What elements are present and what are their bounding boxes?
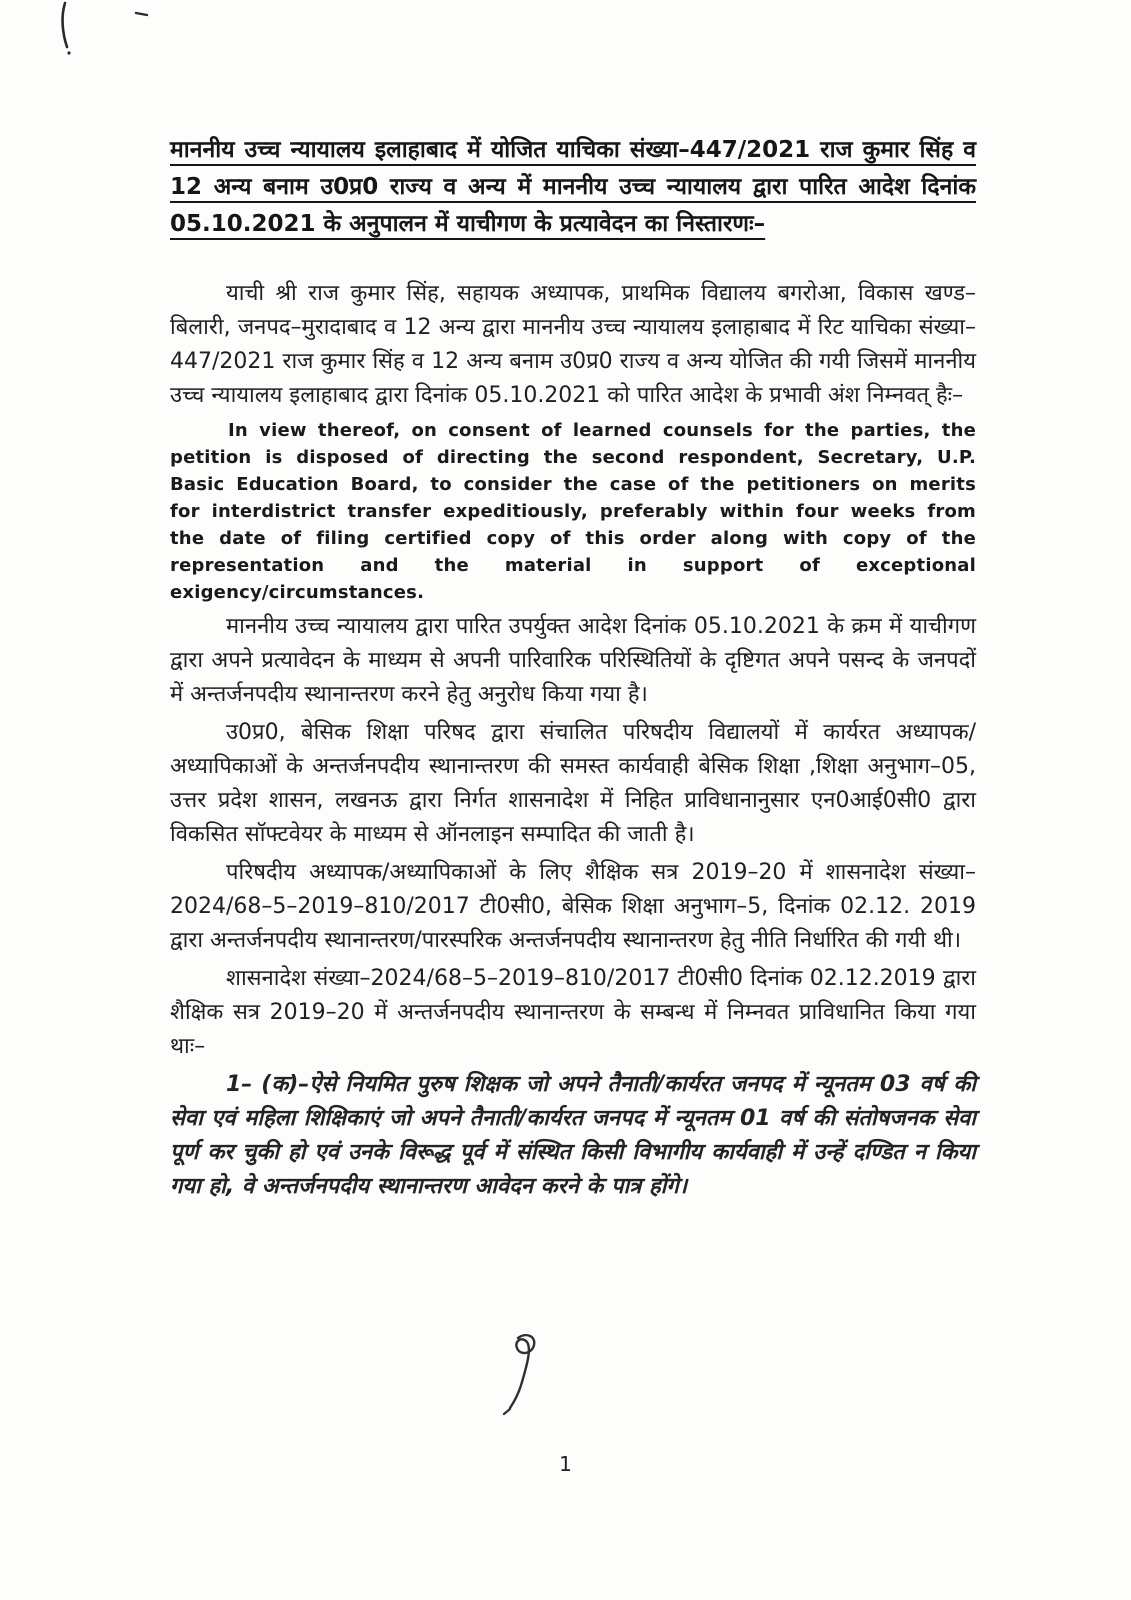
document-heading: माननीय उच्च न्यायालय इलाहाबाद में योजित याचिका संख्या–447/2021 राज कुमार सिंह व 12 अन्य बनाम उ0प्र0 राज्य व अन्य में माननीय उच्च न्यायालय द्वारा पारित आदेश दिनांक 05.10.2021 के अनुपालन में याचीगण के प्रत्यावेदन का निस्तारणः– [170, 137, 976, 237]
paragraph-petitioner-details: याची श्री राज कुमार सिंह, सहायक अध्यापक, प्राथमिक विद्यालय बगरोआ, विकास खण्ड–बिलारी, जनपद–मुरादाबाद व 12 अन्य द्वारा माननीय उच्च न्यायालय इलाहाबाद में रिट याचिका संख्या–447/2021 राज कुमार सिंह व 12 अन्य बनाम उ0प्र0 राज्य व अन्य योजित की गयी जिसमें माननीय उच्च न्यायालय इलाहाबाद द्वारा दिनांक 05.10.2021 को पारित आदेश के प्रभावी अंश निम्नवत् हैः– [170, 281, 976, 408]
pen-mark-icon [40, 0, 160, 60]
page-number: 1 [559, 1452, 572, 1476]
paragraph-compliance-request: माननीय उच्च न्यायालय द्वारा पारित उपर्युक्त आदेश दिनांक 05.10.2021 के क्रम में याचीगण द्वारा अपने प्रत्यावेदन के माध्यम से अपनी पारिवारिक परिस्थितियों के दृष्टिगत अपने पसन्द के जनपदों में अन्तर्जनपदीय स्थानान्तरण करने हेतु अनुरोध किया गया है। [170, 614, 976, 707]
handwritten-signature-mark [480, 1330, 550, 1420]
paragraph-policy-2019-20: परिषदीय अध्यापक/अध्यापिकाओं के लिए शैक्षिक सत्र 2019–20 में शासनादेश संख्या–2024/68–5–2019–810/2017 टी0सी0, बेसिक शिक्षा अनुभाग–5, दिनांक 02.12. 2019 द्वारा अन्तर्जनपदीय स्थानान्तरण/पारस्परिक अन्तर्जनपदीय स्थानान्तरण हेतु नीति निर्धारित की गयी थी। [170, 860, 976, 953]
paragraph-court-order-english: In view thereof, on consent of learned counsels for the parties, the petition is disposed of directing the second respondent, Secretary, U.P. Basic Education Board, to consider the case of the petitioners on merits for interdistrict transfer expeditiously, preferably within four weeks from the date of filing certified copy of this order along with copy of the representation and the material in support of exceptional exigency/circumstances. [170, 420, 976, 603]
paragraph-provision-1-ka: 1– (क)–ऐसे नियमित पुरुष शिक्षक जो अपने तैनाती/कार्यरत जनपद में न्यूनतम 03 वर्ष की सेवा एवं महिला शिक्षिकाएं जो अपने तैनाती/कार्यरत जनपद में न्यूनतम 01 वर्ष की संतोषजनक सेवा पूर्ण कर चुकी हो एवं उनके विरूद्ध पूर्व में संस्थित किसी विभागीय कार्यवाही में उन्हें दण्डित न किया गया हो, वे अन्तर्जनपदीय स्थानान्तरण आवेदन करने के पात्र होंगे। [170, 1072, 976, 1199]
document-body [170, 132, 976, 1204]
paragraph-provision-intro: शासनादेश संख्या–2024/68–5–2019–810/2017 टी0सी0 दिनांक 02.12.2019 द्वारा शैक्षिक सत्र 2019–20 में अन्तर्जनपदीय स्थानान्तरण के सम्बन्ध में निम्नवत प्राविधानित किया गया थाः– [170, 966, 976, 1059]
paragraph-transfer-process-online: उ0प्र0, बेसिक शिक्षा परिषद द्वारा संचालित परिषदीय विद्यालयों में कार्यरत अध्यापक/अध्यापिकाओं के अन्तर्जनपदीय स्थानान्तरण की समस्त कार्यवाही बेसिक शिक्षा ,शिक्षा अनुभाग–05, उत्तर प्रदेश शासन, लखनऊ द्वारा निर्गत शासनादेश में निहित प्राविधानानुसार एन0आई0सी0 द्वारा विकसित सॉफ्टवेयर के माध्यम से ऑनलाइन सम्पादित की जाती है। [170, 720, 976, 847]
